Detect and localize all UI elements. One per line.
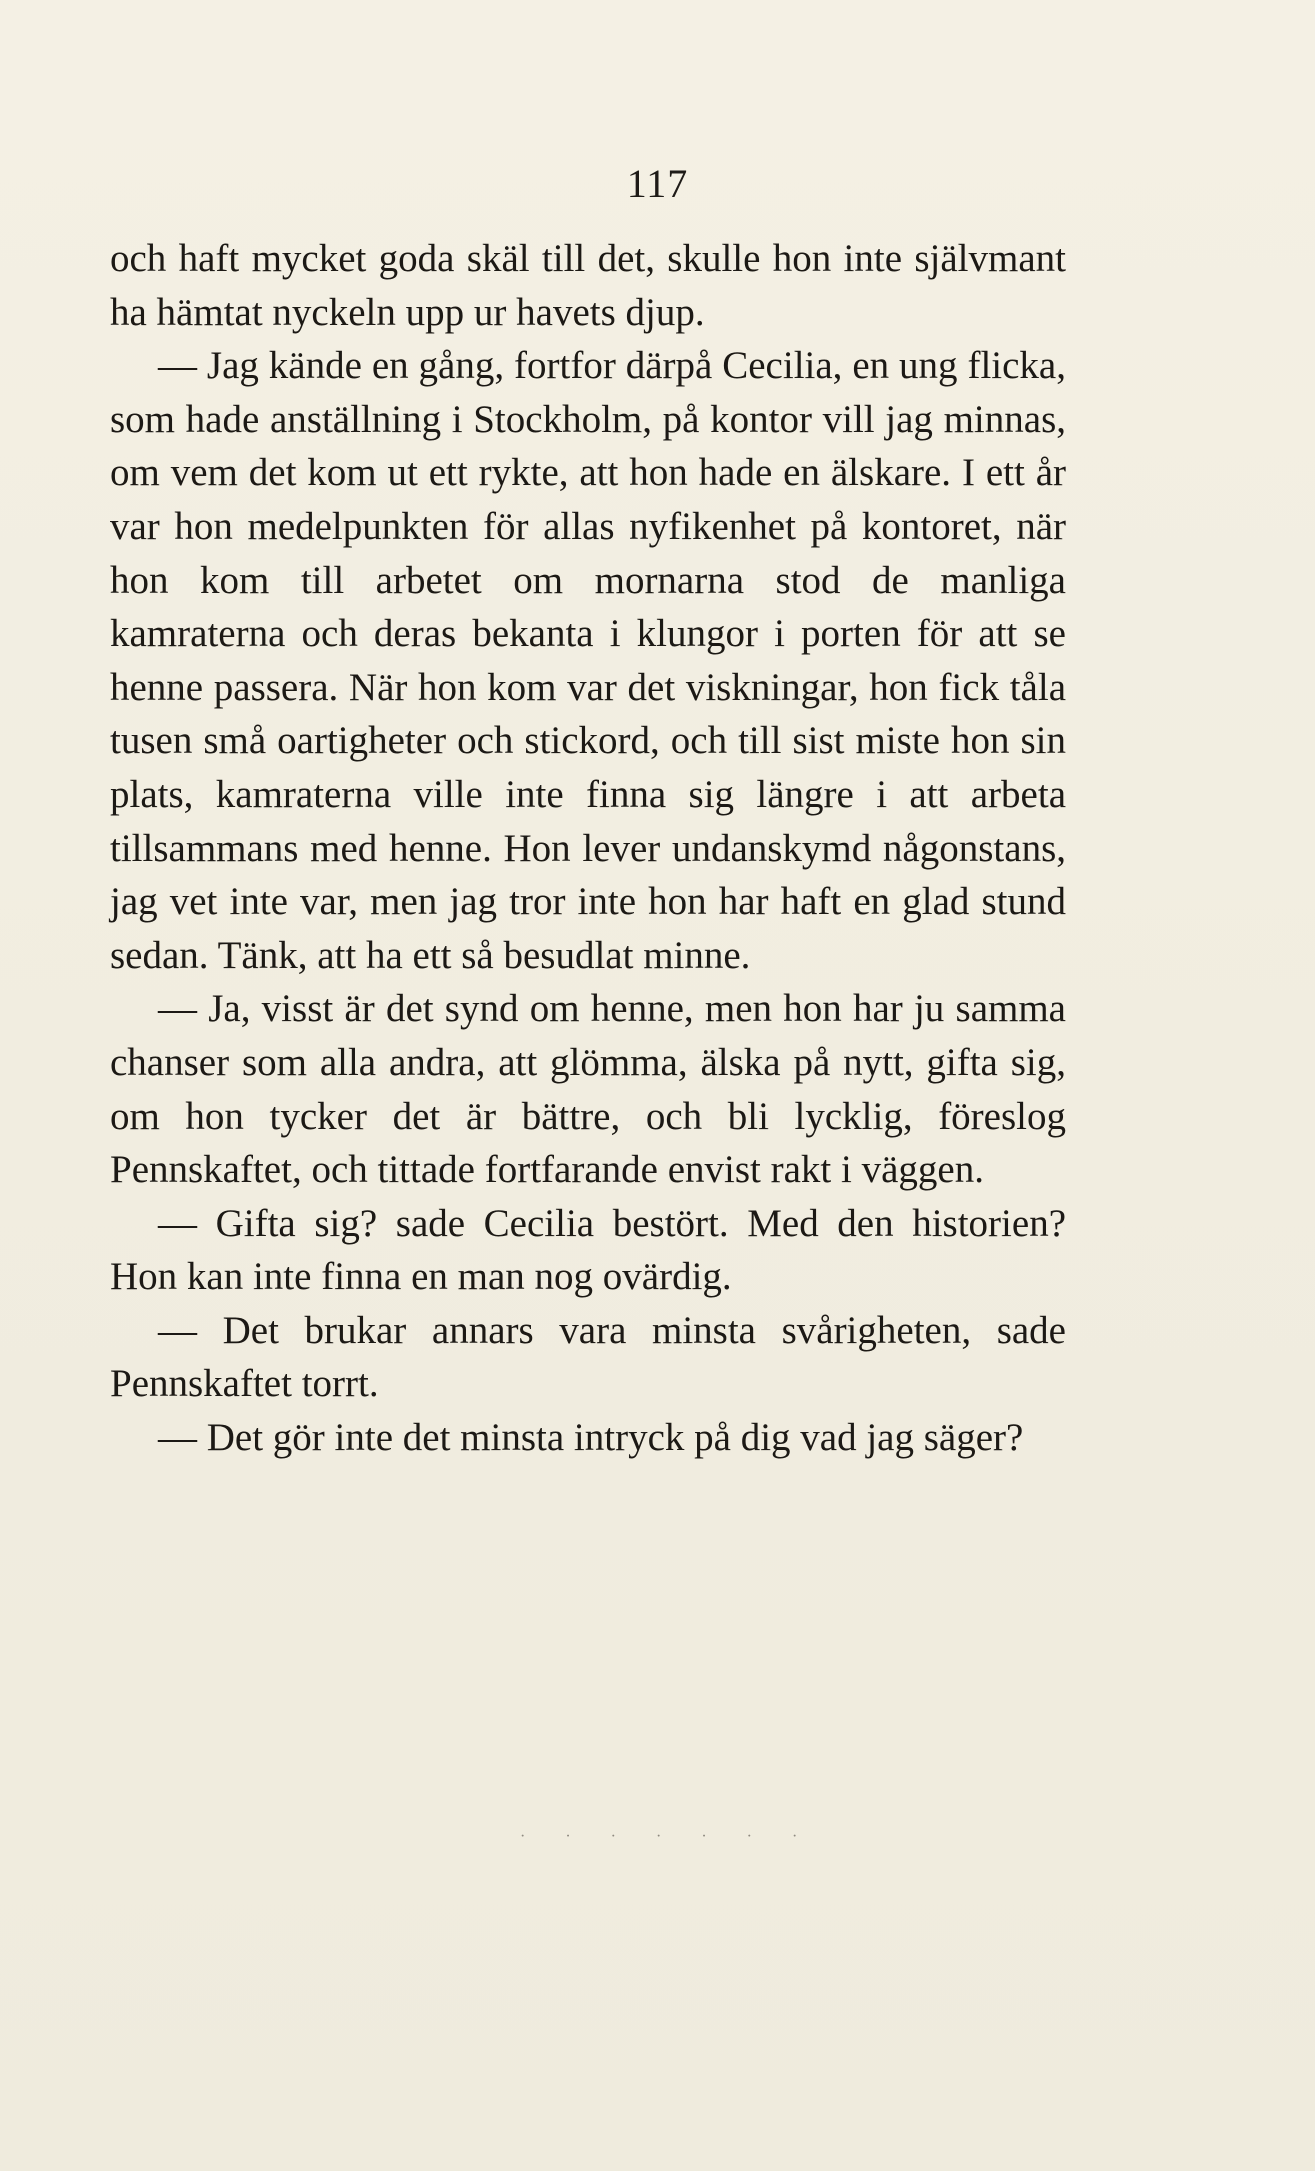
paragraph-2: — Jag kände en gång, fortfor därpå Cecilia, en ung flicka, som hade anställning i Stockholm, på kontor vill jag minnas, om vem det kom ut ett rykte, att hon hade en älskare. I ett år var hon medelpunkten för allas nyfikenhet på kontoret, när hon kom till arbetet om mornarna stod de manliga kamraterna och deras bekanta i klungor i porten för att se henne passera. När hon kom var det viskningar, hon fick tåla tusen små oartigheter och stickord, och till sist miste hon sin plats, kamraterna ville inte finna sig längre i att arbeta tillsammans med henne. Hon lever undanskymd någonstans, jag vet inte var, men jag tror inte hon har haft en glad stund sedan. Tänk, att ha ett så besudlat minne. xyxy=(110,344,1066,977)
body-text xyxy=(110,232,1066,1465)
paragraph-3: — Ja, visst är det synd om henne, men hon har ju samma chanser som alla andra, att glömma, älska på nytt, gifta sig, om hon tycker det är bättre, och bli lycklig, föreslog Pennskaftet, och tittade fortfarande envist rakt i väggen. xyxy=(110,987,1066,1192)
page-number: 117 xyxy=(626,161,689,206)
print-specks: · · · · · · · xyxy=(520,1828,816,1845)
paragraph-1: och haft mycket goda skäl till det, skulle hon inte självmant ha hämtat nyckeln upp ur havets djup. xyxy=(110,237,1066,334)
paragraph-6: — Det gör inte det minsta intryck på dig vad jag säger? xyxy=(158,1416,1024,1460)
paragraph-5: — Det brukar annars vara minsta svårigheten, sade Pennskaftet torrt. xyxy=(110,1308,1066,1406)
paragraph-4: — Gifta sig? sade Cecilia bestört. Med den historien? Hon kan inte finna en man nog ovärdig. xyxy=(110,1201,1066,1299)
